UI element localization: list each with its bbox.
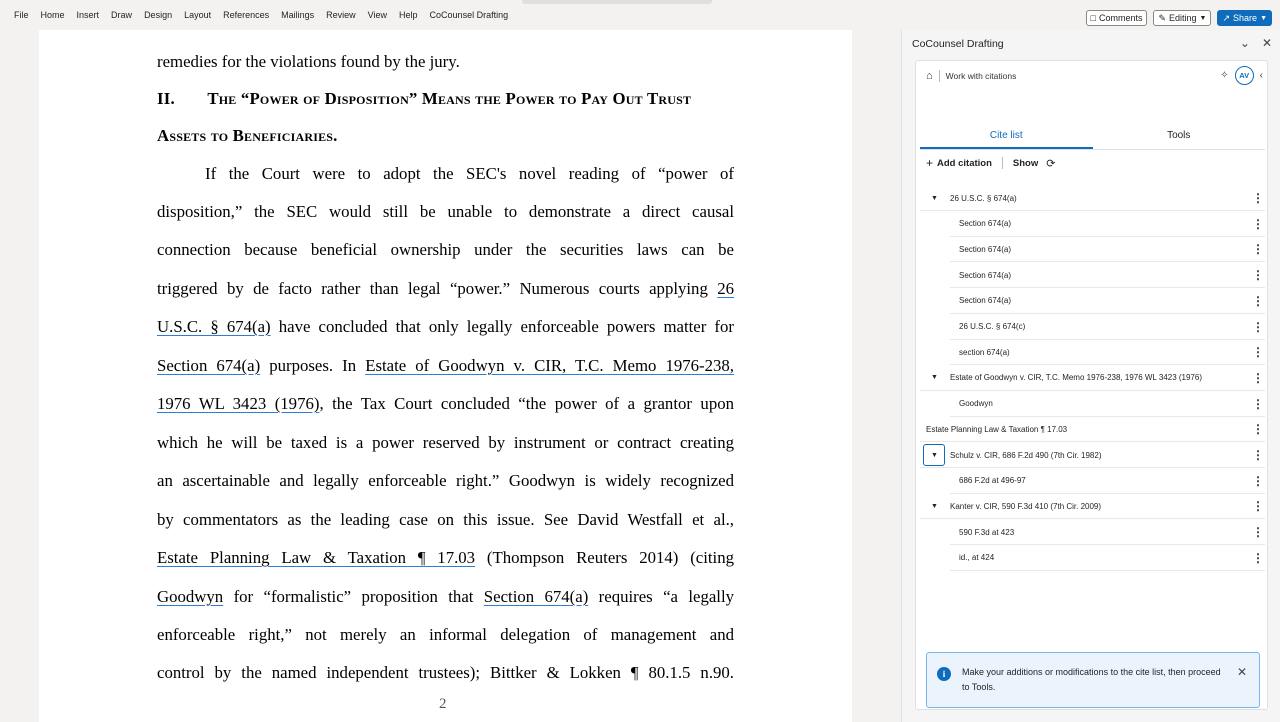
cite-list-item[interactable]: [920, 442, 1265, 468]
doc-text: (Thompson Reuters 2014) (citing: [475, 548, 735, 567]
doc-text: for “formalistic” proposition that: [223, 587, 484, 606]
menu-references[interactable]: References: [223, 10, 270, 20]
menu-insert[interactable]: Insert: [76, 10, 100, 20]
heading-number: II.: [157, 89, 175, 108]
panel-title: CoCounsel Drafting: [912, 38, 1004, 50]
citation-link[interactable]: U.S.C. § 674(a): [157, 317, 271, 336]
cite-label: Estate Planning Law & Taxation ¶ 17.03: [926, 424, 1068, 434]
more-options-icon[interactable]: ⋮: [1252, 242, 1264, 257]
doc-line: [157, 394, 734, 416]
cite-list-subitem[interactable]: [920, 339, 1265, 365]
expand-toggle-icon[interactable]: ▼: [931, 194, 938, 202]
tab-bar: [920, 123, 1265, 149]
more-options-icon[interactable]: ⋮: [1252, 191, 1264, 205]
cite-label: Section 674(a): [959, 244, 1012, 254]
cite-list-item[interactable]: [920, 493, 1265, 519]
cite-list-item[interactable]: [920, 365, 1265, 391]
cite-label: Kanter v. CIR, 590 F.3d 410 (7th Cir. 2009): [950, 501, 1102, 511]
close-icon[interactable]: ✕: [1236, 665, 1247, 679]
tab-divider: [920, 149, 1265, 150]
breadcrumb: Work with citations: [945, 71, 1017, 81]
chevron-down-icon[interactable]: ⌄: [1239, 36, 1250, 50]
info-icon: i: [937, 667, 951, 681]
notice-message: Make your additions or modifications to the cite list, then proceed to Tools.: [962, 667, 1221, 692]
panel-controls: [1240, 36, 1272, 50]
menu-help[interactable]: Help: [399, 10, 418, 20]
cite-list-subitem[interactable]: [920, 468, 1265, 494]
doc-line: remedies for the violations found by the jury.: [157, 52, 460, 71]
more-options-icon[interactable]: ⋮: [1252, 525, 1264, 540]
ribbon-actions: [1086, 10, 1272, 26]
menu-view[interactable]: View: [367, 10, 388, 20]
avatar[interactable]: AV: [1235, 66, 1254, 85]
cite-list-subitem[interactable]: [920, 288, 1265, 314]
cite-list-subitem[interactable]: [920, 391, 1265, 417]
more-options-icon[interactable]: ⋮: [1252, 550, 1264, 565]
more-options-icon[interactable]: ⋮: [1252, 370, 1264, 385]
citation-link[interactable]: Estate of Goodwyn v. CIR, T.C. Memo 1976-238,: [365, 356, 735, 375]
doc-line: [157, 279, 734, 301]
home-icon[interactable]: ⌂: [926, 70, 933, 82]
cite-list-subitem[interactable]: [920, 262, 1265, 288]
cite-label: 686 F.2d at 496-97: [959, 476, 1026, 486]
cite-label: Section 674(a): [959, 270, 1012, 280]
more-options-icon[interactable]: ⋮: [1252, 396, 1264, 411]
more-options-icon[interactable]: ⋮: [1252, 499, 1264, 514]
citation-link[interactable]: Section 674(a): [483, 587, 589, 606]
cite-label: Schulz v. CIR, 686 F.2d 490 (7th Cir. 1982): [950, 450, 1102, 460]
plus-icon: +: [926, 156, 934, 170]
expand-toggle-icon[interactable]: ▼: [931, 374, 938, 382]
more-options-icon[interactable]: ⋮: [1252, 268, 1264, 283]
doc-text: triggered by de facto rather than legal “power.” Numerous courts applying: [157, 279, 718, 298]
ribbon: [0, 0, 1280, 30]
doc-line: connection because beneficial ownership under the securities laws can be: [157, 240, 734, 259]
cite-label: Section 674(a): [959, 219, 1012, 229]
refresh-icon[interactable]: ⟳: [1046, 157, 1056, 170]
cite-list-subitem[interactable]: [920, 236, 1265, 262]
menu-file[interactable]: File: [14, 10, 29, 20]
cite-list-subitem[interactable]: [920, 314, 1265, 340]
doc-line: [157, 317, 734, 339]
doc-text: have concluded that only legally enforceable powers matter for: [270, 317, 734, 336]
doc-text: requires “a legally: [588, 587, 734, 606]
title-bar-pill: [522, 0, 712, 4]
chevron-down-icon: ▼: [1260, 14, 1267, 22]
divider: [939, 70, 940, 82]
cite-label: section 674(a): [959, 347, 1010, 357]
citation-link[interactable]: Goodwyn: [157, 587, 224, 606]
doc-line: [157, 587, 734, 609]
menu-review[interactable]: Review: [326, 10, 356, 20]
section-heading-cont: Assets to Beneficiaries.: [157, 126, 338, 145]
doc-line: [157, 548, 734, 570]
tab-cite-list[interactable]: Cite list: [920, 123, 1093, 149]
heading-text: The “Power of Disposition” Means the Power to Pay Out Trust: [207, 89, 692, 108]
cite-label: 26 U.S.C. § 674(c): [959, 322, 1026, 331]
menu-bar: [0, 0, 520, 30]
more-options-icon[interactable]: ⋮: [1252, 216, 1264, 231]
doc-line: enforceable right,” not merely an informal delegation of management and: [157, 625, 734, 644]
add-citation-button[interactable]: Add citation: [937, 157, 992, 169]
more-options-icon[interactable]: ⋮: [1252, 448, 1264, 462]
cite-toolbar: [926, 156, 1055, 170]
cite-label: Section 674(a): [959, 296, 1012, 306]
cite-list-subitem[interactable]: [920, 545, 1265, 571]
editing-label: Editing: [1169, 13, 1197, 23]
doc-line: disposition,” the SEC would still be unable to demonstrate a direct causal: [157, 202, 734, 221]
menu-home[interactable]: Home: [40, 10, 65, 20]
doc-line: [157, 356, 734, 378]
cite-label: 26 U.S.C. § 674(a): [950, 193, 1017, 203]
menu-draw[interactable]: Draw: [111, 10, 133, 20]
panel-card: [915, 60, 1268, 710]
doc-text: purposes. In: [260, 356, 366, 375]
document-page[interactable]: [39, 30, 852, 722]
menu-design[interactable]: Design: [144, 10, 173, 20]
comments-label: Comments: [1098, 13, 1143, 23]
cite-label: 590 F.3d at 423: [959, 527, 1015, 537]
card-header-actions: [1220, 66, 1263, 85]
share-label: Share: [1233, 13, 1258, 23]
divider: [1002, 157, 1003, 169]
cite-label: Goodwyn: [959, 399, 993, 409]
cite-list-subitem[interactable]: [920, 519, 1265, 545]
comments-button[interactable]: [1086, 10, 1148, 26]
cite-label: Estate of Goodwyn v. CIR, T.C. Memo 1976-238, 1976 WL 3423 (1976): [950, 373, 1202, 383]
citation-link[interactable]: Section 674(a): [157, 356, 261, 375]
cite-label: id., at 424: [959, 553, 995, 563]
cite-list-item[interactable]: [920, 185, 1265, 211]
cite-list-item[interactable]: [920, 416, 1265, 442]
doc-text: , the Tax Court concluded “the power of a grantor upon: [319, 394, 734, 413]
expand-toggle-icon[interactable]: ▼: [931, 451, 938, 459]
cocounsel-panel: [901, 30, 1280, 722]
more-options-icon[interactable]: ⋮: [1252, 319, 1264, 334]
section-heading: [157, 89, 734, 111]
expand-toggle-icon[interactable]: ▼: [931, 502, 938, 510]
chevron-left-icon[interactable]: ‹: [1259, 70, 1263, 81]
citation-link[interactable]: Estate Planning Law & Taxation ¶ 17.03: [157, 548, 476, 567]
doc-line: an ascertainable and legally enforceable right.” Goodwyn is widely recognized: [157, 471, 734, 490]
comment-icon: □: [1090, 13, 1096, 23]
more-options-icon[interactable]: ⋮: [1252, 293, 1264, 308]
citation-link[interactable]: 1976 WL 3423 (1976): [157, 394, 320, 413]
citation-link[interactable]: 26: [717, 279, 734, 298]
chevron-down-icon: ▼: [1199, 14, 1207, 22]
more-options-icon[interactable]: ⋮: [1252, 345, 1264, 360]
sparkle-icon[interactable]: ✧: [1220, 70, 1229, 81]
show-button[interactable]: Show: [1012, 157, 1039, 169]
pencil-icon: ✎: [1158, 12, 1167, 23]
info-notice: [926, 652, 1260, 708]
doc-line: by commentators as the leading case on this issue. See David Westfall et al.,: [157, 510, 734, 529]
menu-cocounsel-drafting[interactable]: CoCounsel Drafting: [429, 10, 509, 20]
doc-line: If the Court were to adopt the SEC's novel reading of “power of: [205, 164, 734, 183]
doc-line: control by the named independent trustees); Bittker & Lokken ¶ 80.1.5 n.90.: [157, 663, 734, 682]
more-options-icon[interactable]: ⋮: [1252, 422, 1264, 437]
cite-list-subitem[interactable]: [920, 211, 1265, 237]
card-header: [916, 61, 1267, 91]
doc-line: which he will be taxed is a power reserved by instrument or contract creating: [157, 433, 734, 452]
share-icon: ↗: [1222, 12, 1231, 23]
editing-button[interactable]: [1153, 10, 1211, 26]
close-icon[interactable]: ✕: [1261, 36, 1272, 50]
page-number: 2: [439, 696, 447, 712]
menu-mailings[interactable]: Mailings: [281, 10, 315, 20]
share-button[interactable]: [1217, 10, 1272, 26]
menu-layout[interactable]: Layout: [184, 10, 212, 20]
more-options-icon[interactable]: ⋮: [1252, 473, 1264, 488]
tab-tools[interactable]: Tools: [1167, 130, 1191, 141]
